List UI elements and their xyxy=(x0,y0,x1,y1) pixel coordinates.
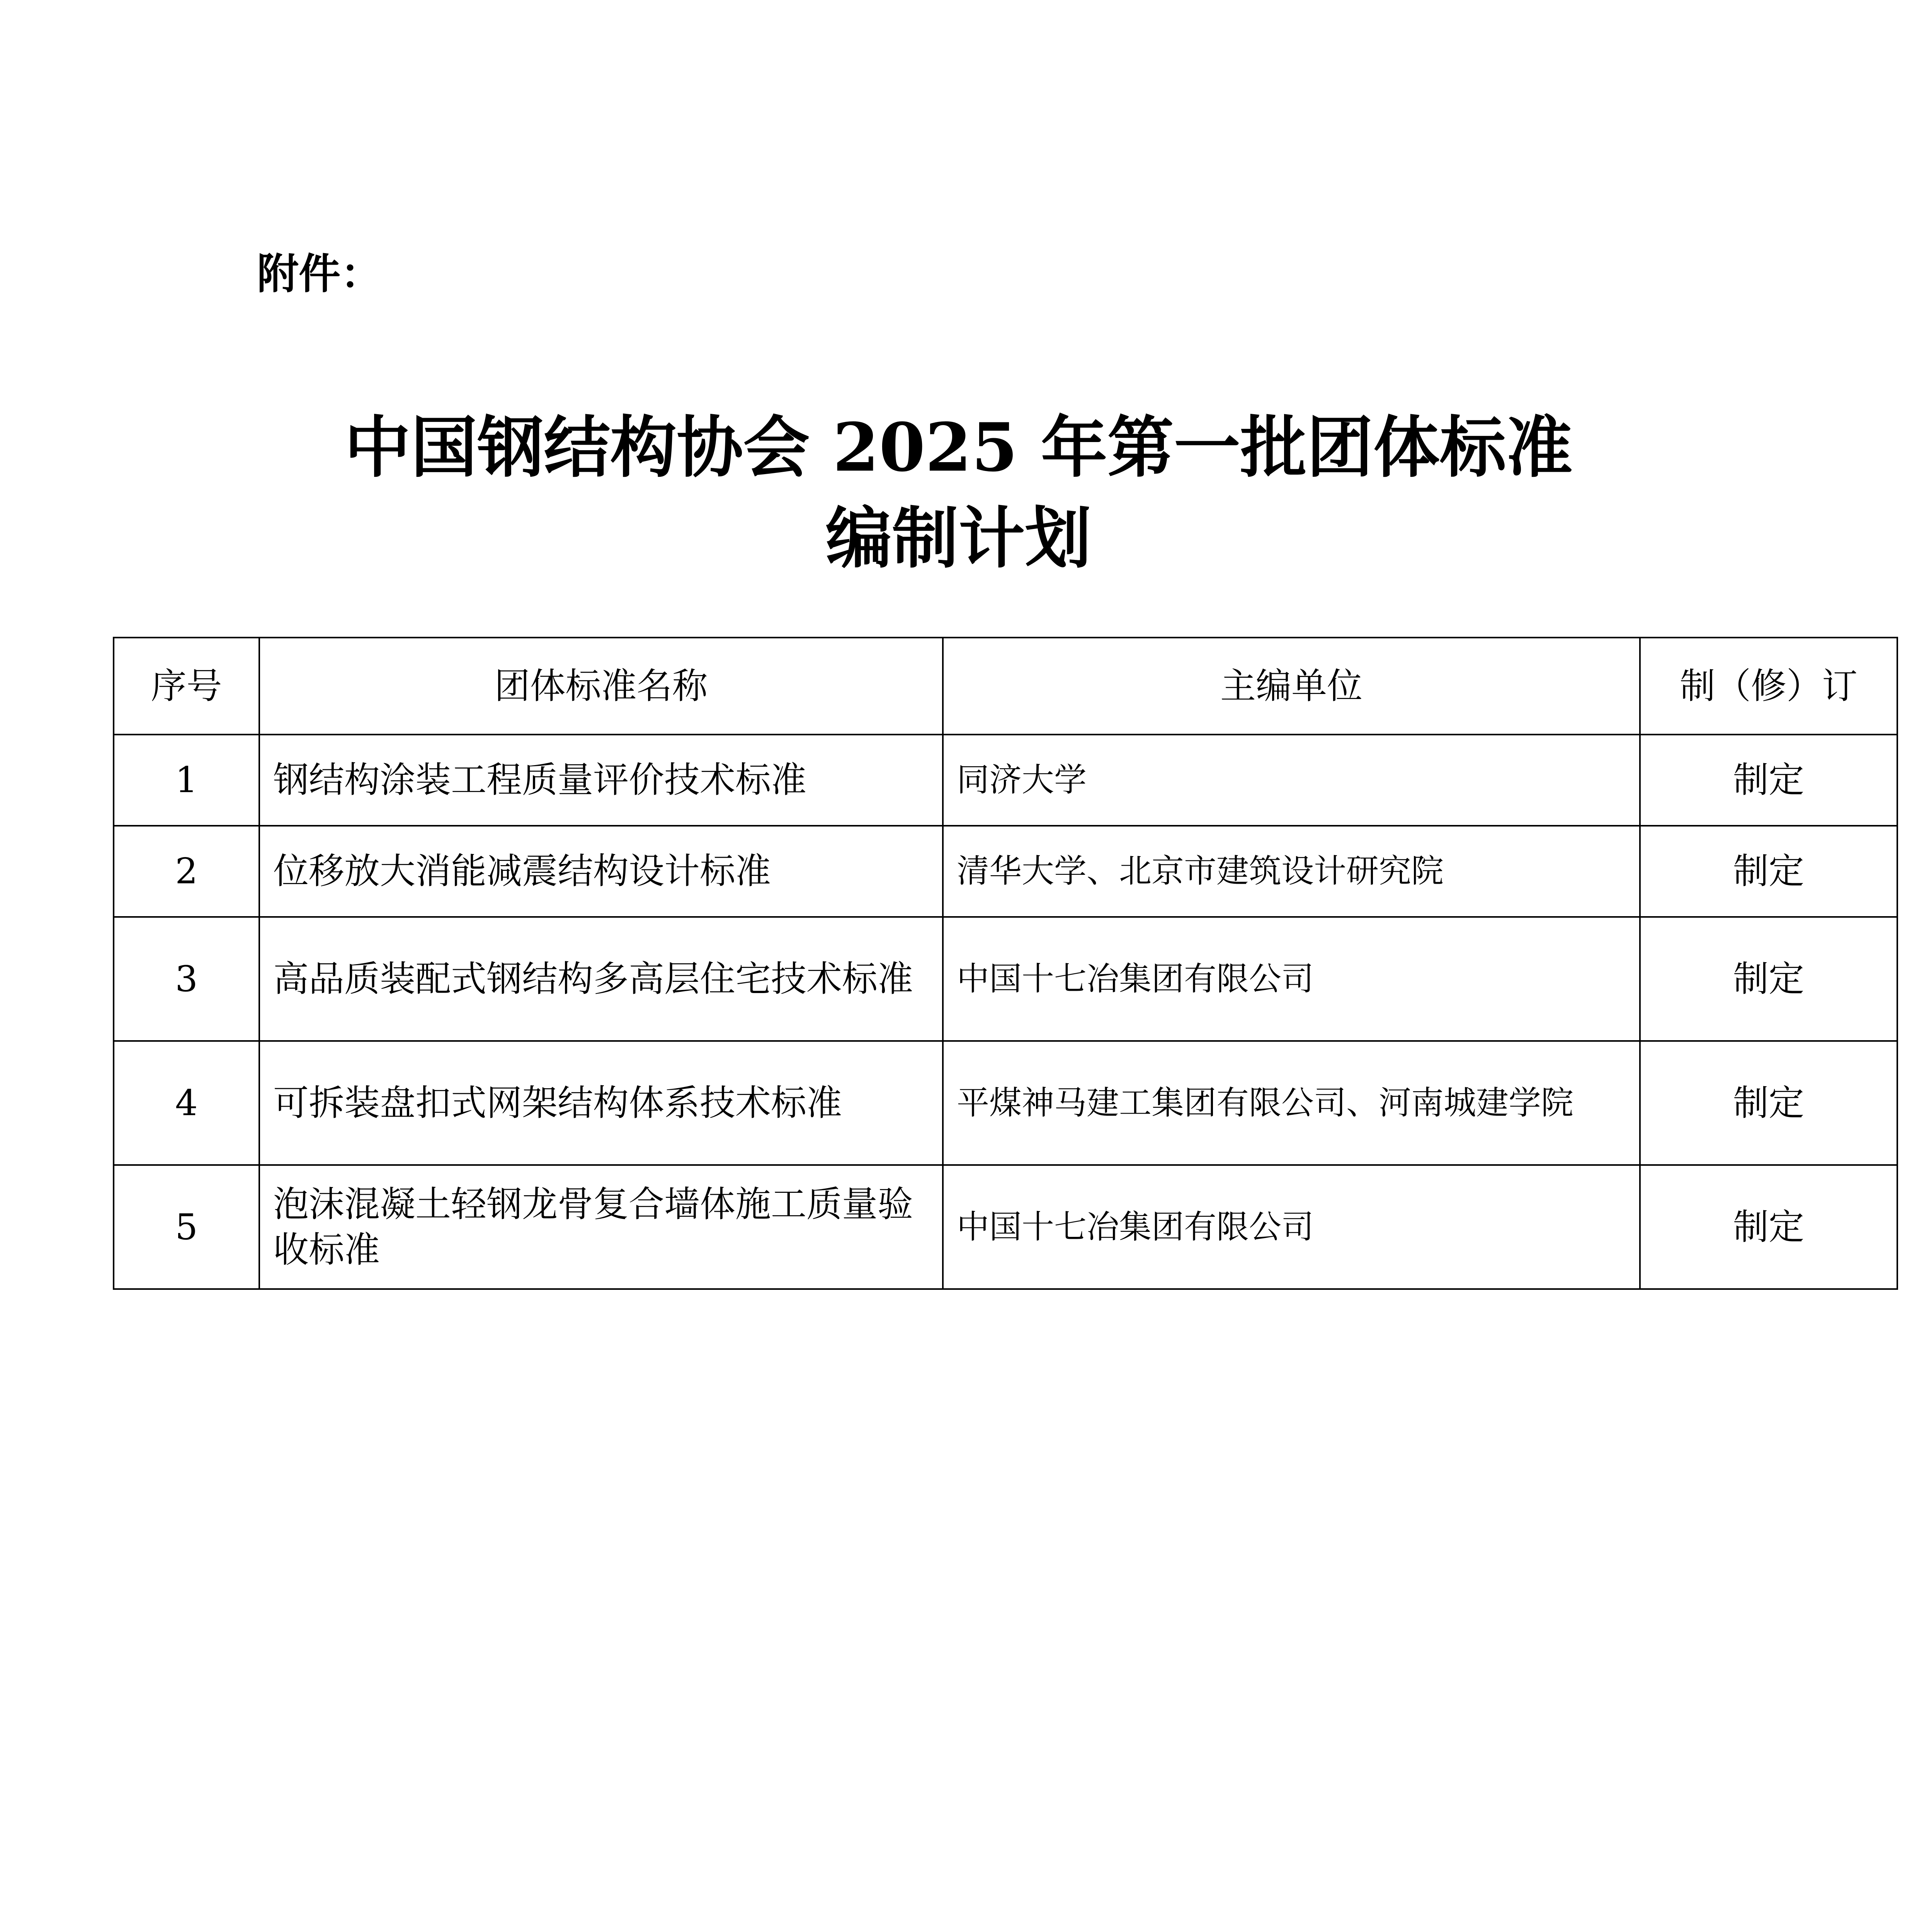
row-revision-type: 制定 xyxy=(1640,735,1897,826)
row-standard-name: 泡沫混凝土轻钢龙骨复合墙体施工质量验收标准 xyxy=(259,1165,943,1289)
table-header-row xyxy=(114,638,1897,735)
table-row xyxy=(114,1165,1897,1289)
attachment-label: 附件： xyxy=(257,250,383,298)
row-chief-unit: 平煤神马建工集团有限公司、河南城建学院 xyxy=(943,1041,1640,1165)
row-standard-name: 可拆装盘扣式网架结构体系技术标准 xyxy=(259,1041,943,1165)
row-revision-type: 制定 xyxy=(1640,826,1897,917)
table-row xyxy=(114,735,1897,826)
row-revision-type: 制定 xyxy=(1640,917,1897,1041)
row-serial-number: 5 xyxy=(114,1165,259,1289)
table-row xyxy=(114,826,1897,917)
row-revision-type: 制定 xyxy=(1640,1041,1897,1165)
row-serial-number: 3 xyxy=(114,917,259,1041)
row-chief-unit: 同济大学 xyxy=(943,735,1640,826)
row-serial-number: 1 xyxy=(114,735,259,826)
row-serial-number: 2 xyxy=(114,826,259,917)
row-standard-name: 钢结构涂装工程质量评价技术标准 xyxy=(259,735,943,826)
row-chief-unit: 清华大学、北京市建筑设计研究院 xyxy=(943,826,1640,917)
table-row xyxy=(114,1041,1897,1165)
header-revision-type: 制（修）订 xyxy=(1640,638,1897,735)
row-revision-type: 制定 xyxy=(1640,1165,1897,1289)
row-chief-unit: 中国十七冶集团有限公司 xyxy=(943,1165,1640,1289)
header-serial-number: 序号 xyxy=(114,638,259,735)
row-standard-name: 高品质装配式钢结构多高层住宅技术标准 xyxy=(259,917,943,1041)
row-standard-name: 位移放大消能减震结构设计标准 xyxy=(259,826,943,917)
document-title-line-2: 编制计划 xyxy=(825,499,1092,577)
standards-plan-table xyxy=(113,637,1898,1290)
header-chief-unit: 主编单位 xyxy=(943,638,1640,735)
header-standard-name: 团体标准名称 xyxy=(259,638,943,735)
table-row xyxy=(114,917,1897,1041)
row-chief-unit: 中国十七冶集团有限公司 xyxy=(943,917,1640,1041)
document-title-line-1: 中国钢结构协会 2025 年第一批团体标准 xyxy=(344,408,1573,486)
row-serial-number: 4 xyxy=(114,1041,259,1165)
